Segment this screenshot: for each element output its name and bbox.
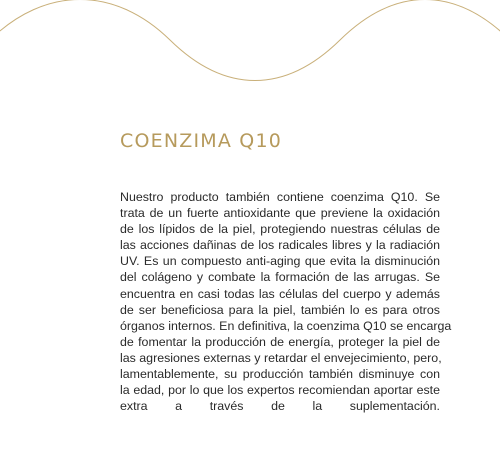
section-heading: COENZIMA Q10 — [120, 130, 283, 152]
paragraph-line: UV. Es un compuesto anti-aging que evita la disminución — [120, 254, 440, 269]
paragraph-line: órganos internos. En definitiva, la coenzima Q10 se encarga — [120, 318, 452, 333]
paragraph-line: Nuestro producto también contiene coenzima Q10. Se — [120, 190, 440, 204]
paragraph-line: de fomentar la producción de energía, proteger la piel de — [120, 334, 440, 349]
paragraph-line: de ser beneficiosa para la piel, también lo es para otros — [120, 302, 440, 317]
paragraph-line: extra a través de la suplementación. — [120, 399, 440, 414]
paragraph-line: lamentablemente, su producción también disminuye con — [120, 367, 440, 382]
paragraph-line: las agresiones externas y retardar el envejecimiento, pero, — [120, 350, 442, 365]
paragraph-line: encuentra en casi todas las células del cuerpo y además — [120, 286, 440, 301]
paragraph-line: de los lípidos de la piel, protegiendo nuestras células de — [120, 222, 440, 237]
description-paragraph — [120, 189, 452, 414]
paragraph-line: la edad, por lo que los expertos recomiendan aportar este — [120, 383, 440, 398]
paragraph-line: trata de un fuerte antioxidante que previene la oxidación — [120, 206, 440, 221]
paragraph-line: las acciones dañinas de los radicales libres y la radiación — [120, 238, 440, 253]
decorative-wave-line — [0, 0, 500, 110]
paragraph-line: del colágeno y combate la formación de las arrugas. Se — [120, 270, 440, 285]
